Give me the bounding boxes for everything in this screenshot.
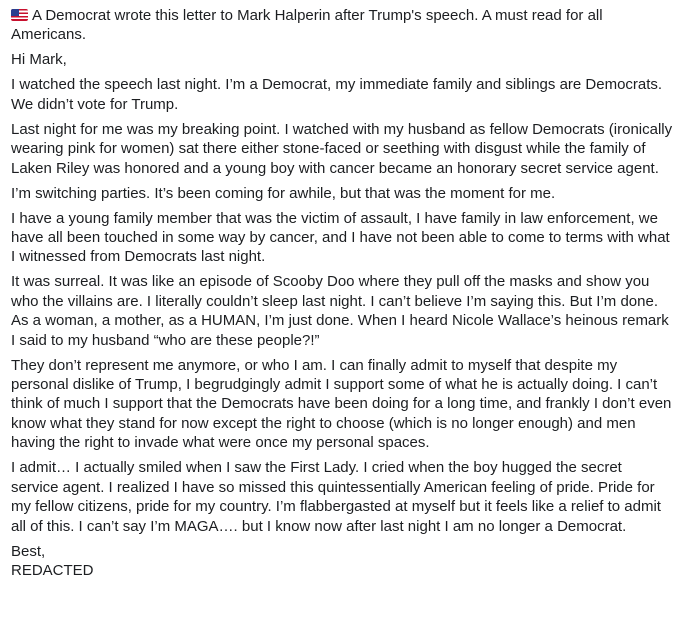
post-body [11, 6, 673, 580]
letter-closing: Best, [11, 542, 46, 560]
letter-signature: REDACTED [11, 561, 94, 579]
post-headline: A Democrat wrote this letter to Mark Halperin after Trump's speech. A must read for all Americans. [11, 7, 603, 44]
letter-paragraph-3: I’m switching parties. It’s been coming for awhile, but that was the moment for me. [11, 184, 556, 202]
post-headline-line [11, 6, 673, 45]
letter-paragraph-4: I have a young family member that was the victim of assault, I have family in law enforcement, we have all been touched in some way by cancer, and I have not been able to come to terms with what I witnessed from Democrats last night. [11, 209, 670, 266]
letter-paragraph-1: I watched the speech last night. I’m a Democrat, my immediate family and siblings are Democrats. We didn’t vote for Trump. [11, 76, 663, 113]
us-flag-icon [11, 9, 28, 21]
letter-paragraph-7: I admit… I actually smiled when I saw the First Lady. I cried when the boy hugged the secret service agent. I realized I have so missed this quintessentially American feeling of pride. Pride for my fellow citizens, pride for my country. I’m flabbergasted at myself but it feels like a relief to admit all of this. I can’t say I’m MAGA…. but I know now after last night I am no longer a Democrat. [11, 459, 661, 535]
letter-paragraph-6: They don’t represent me anymore, or who I am. I can finally admit to myself that despite my personal dislike of Trump, I begrudgingly admit I support some of what he is actually doing. I can’t think of much I support that the Democrats have been doing for a long time, and frankly I don’t even know what they stand for now except the right to choose (which is no longer enough) and men having the right to invade what were once my personal spaces. [11, 356, 672, 452]
letter-greeting: Hi Mark, [11, 51, 67, 69]
letter-paragraph-5: It was surreal. It was like an episode of Scooby Doo where they pull off the masks and show you who the villains are. I literally couldn’t sleep last night. I can’t believe I’m saying this. But I’m done. As a woman, a mother, as a HUMAN, I’m just done. When I heard Nicole Wallace’s heinous remark I said to my husband “who are these people?!” [11, 273, 669, 349]
letter-paragraph-2: Last night for me was my breaking point. I watched with my husband as fellow Democrats (ironically wearing pink for women) sat there either stone-faced or seething with disgust while the family of Laken Riley was honored and a young boy with cancer became an honorary secret service agent. [11, 120, 673, 177]
